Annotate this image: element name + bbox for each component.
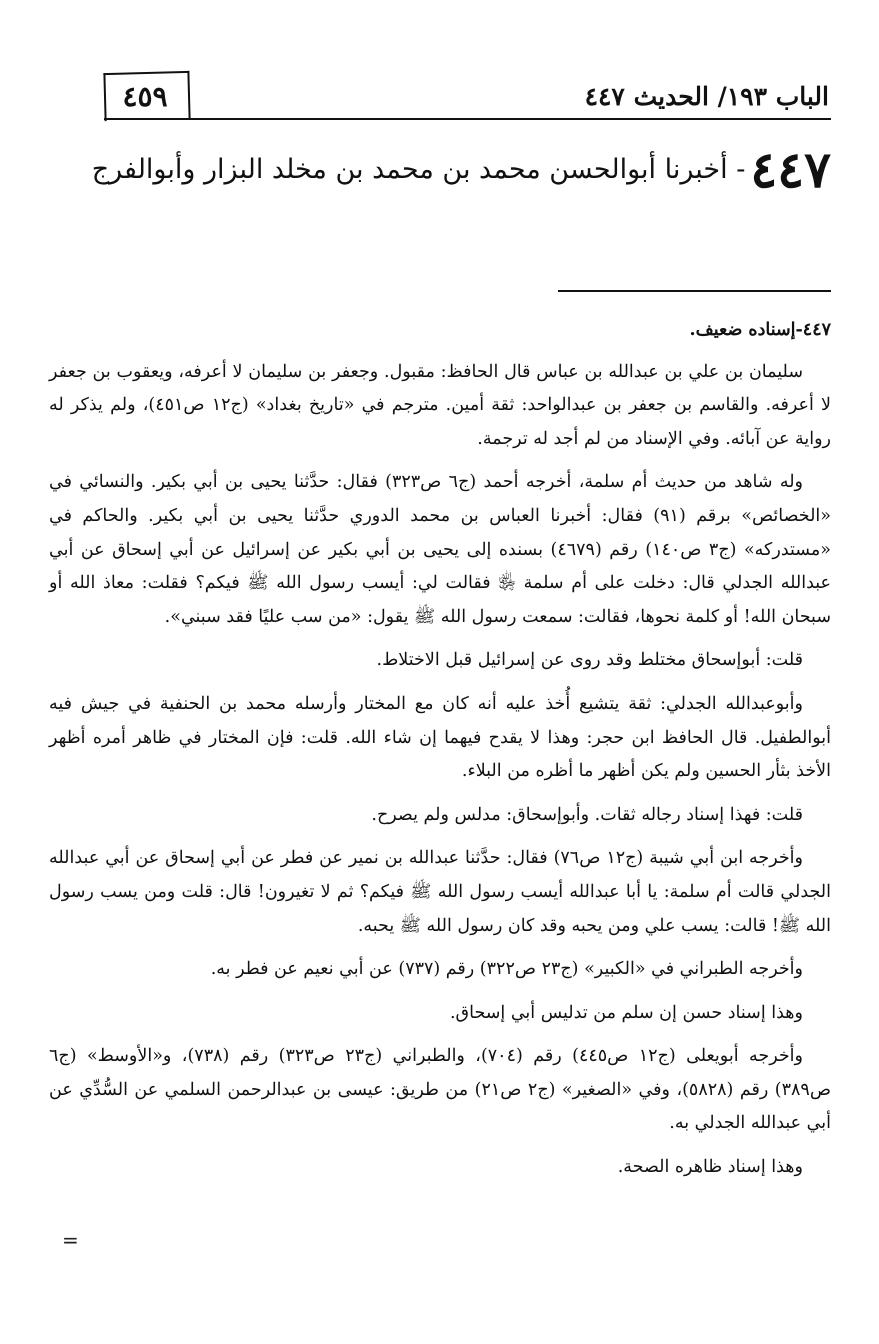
footnote-heading: ٤٤٧-إسناده ضعيف. <box>689 320 831 340</box>
hadith-text: - أخبرنا أبوالحسن محمد بن محمد بن مخلد البزار وأبوالفرج <box>91 154 746 185</box>
hadith-heading <box>41 140 831 199</box>
page-number: ٤٥٩ <box>122 80 168 113</box>
footnote-paragraph: قلت: أبوإسحاق مختلط وقد روى عن إسرائيل قبل الاختلاط. <box>376 650 803 671</box>
header-rule <box>104 118 831 120</box>
footnote-paragraph: سليمان بن علي بن عبدالله بن عباس قال الحافظ: مقبول. وجعفر بن سليمان لا أعرفه، ويعقوب بن جعفر لا أعرفه. والقاسم بن جعفر بن عبدالواحد: ثقة أمين. مترجم في «تاريخ بغداد» (ج١٢ ص٤٥١)، ولم يذكر له رواية عن آبائه. وفي الإسناد من لم أجد له ترجمة. <box>49 361 831 449</box>
footnote-paragraph: وأخرجه أبويعلى (ج١٢ ص٤٤٥) رقم (٧٠٤)، والطبراني (ج٢٣ ص٣٢٣) رقم (٧٣٨)، و«الأوسط» (ج٦ ص٣٨٩) رقم (٥٨٢٨)، وفي «الصغير» (ج٢ ص٢١) من طريق: عيسى بن عبدالرحمن السلمي عن السُّدِّي عن أبي عبدالله الجدلي به. <box>49 1046 831 1134</box>
footnote-paragraph: وأبوعبدالله الجدلي: ثقة يتشيع أُخذ عليه أنه كان مع المختار وأرسله محمد بن الحنفية في جيش فيه أبوالطفيل. قال الحافظ ابن حجر: وهذا لا يقدح فيهما إن شاء الله. قلت: فإن المختار في ظاهر أمره أظهر الأخذ بثأر الحسين ولم يكن أظهر ما أظره من البلاء. <box>49 693 831 782</box>
footnote-body <box>49 314 831 1195</box>
continuation-mark: = <box>62 1228 79 1252</box>
footnote-paragraph: قلت: فهذا إسناد رجاله ثقات. وأبوإسحاق: مدلس ولم يصرح. <box>371 804 803 825</box>
running-header-title: الباب ١٩٣/ الحديث ٤٤٧ <box>584 82 829 111</box>
footnote-paragraph: وهذا إسناد حسن إن سلم من تدليس أبي إسحاق. <box>449 1002 803 1023</box>
footnote-paragraph: وهذا إسناد ظاهره الصحة. <box>617 1157 803 1178</box>
footnote-paragraph: وله شاهد من حديث أم سلمة، أخرجه أحمد (ج٦ ص٣٢٣) فقال: حدَّثنا يحيى بن أبي بكير. والنسائي في «الخصائص» برقم (٩١) فقال: أخبرنا العباس بن محمد الدوري حدَّثنا يحيى بن أبي بكير. والحاكم في «مستدركه» (ج٣ ص١٤٠) رقم (٤٦٧٩) بسنده إلى يحيى بن أبي بكير عن إسرائيل عن أبي إسحاق عن أبي عبدالله الجدلي قال: دخلت على أم سلمة ﵂ فقالت لي: أيسب رسول الله ﷺ فيكم؟ فقلت: معاذ الله أو سبحان الله! أو كلمة نحوها، فقالت: سمعت رسول الله ﷺ يقول: «من سب عليًا فقد سبني». <box>49 472 831 627</box>
hadith-number: ٤٤٧ <box>750 140 831 199</box>
footnote-separator <box>558 290 831 292</box>
footnote-paragraph: وأخرجه الطبراني في «الكبير» (ج٢٣ ص٣٢٢) رقم (٧٣٧) عن أبي نعيم عن فطر به. <box>210 959 803 980</box>
footnote-paragraph: وأخرجه ابن أبي شيبة (ج١٢ ص٧٦) فقال: حدَّثنا عبدالله بن نمير عن فطر عن أبي إسحاق عن أبي عبدالله الجدلي قالت أم سلمة: يا أبا عبدالله أيسب رسول الله ﷺ فيكم؟ ثم لا تغيرون! قال: قلت ومن يسب رسول الله ﷺ! قالت: يسب علي ومن يحبه وقد كان رسول الله ﷺ يحبه. <box>49 848 831 936</box>
